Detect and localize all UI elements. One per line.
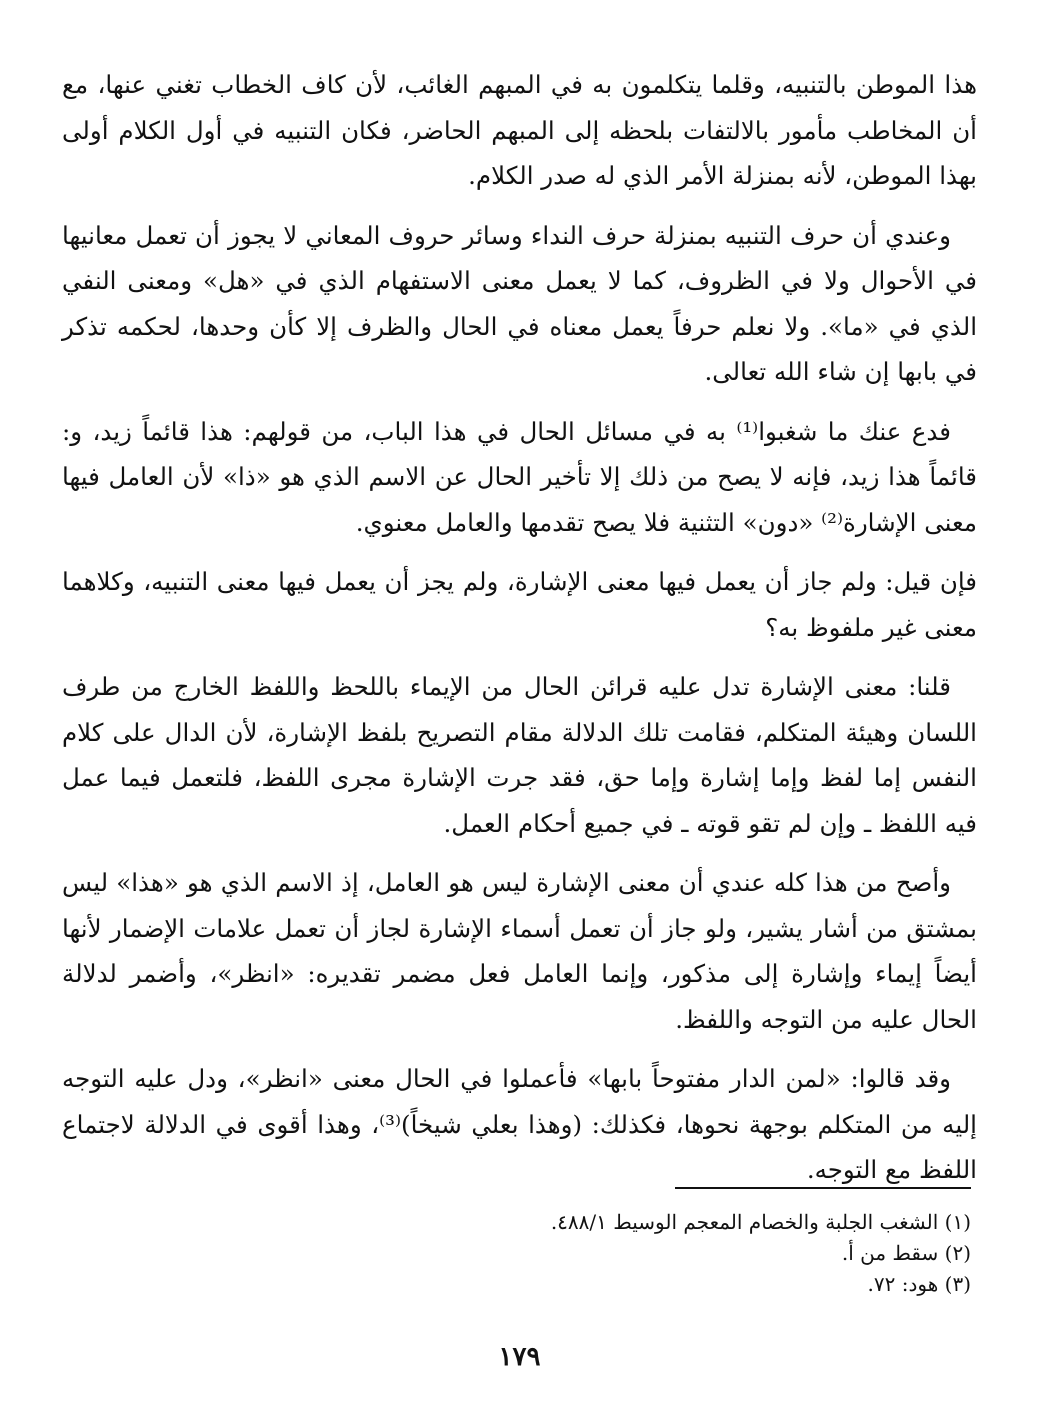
page-number: ١٧٩	[498, 1342, 541, 1372]
paragraph-1: هذا الموطن بالتنبيه، وقلما يتكلمون به في المبهم الغائب، لأن كاف الخطاب تغني عنها، مع أن المخاطب مأمور بالالتفات بلحظه إلى المبهم الحاضر، فكان التنبيه في أول الكلام أولى بهذا الموطن، لأنه بمنزلة الأمر الذي له صدر الكلام.	[62, 70, 977, 190]
paragraph-3: فدع عنك ما شغبوا⁽¹⁾ به في مسائل الحال في هذا الباب، من قولهم: هذا قائماً زيد، و: قائماً هذا زيد، فإنه لا يصح من ذلك إلا تأخير الحال عن الاسم الذي هو «ذا» لأن العامل فيها معنى الإشارة⁽²⁾ «دون» التثنية فلا يصح تقدمها والعامل معنوي.	[62, 416, 977, 537]
footnote-3: (٣) هود: ٧٢.	[867, 1272, 971, 1296]
paragraph-4: فإن قيل: ولم جاز أن يعمل فيها معنى الإشارة، ولم يجز أن يعمل فيها معنى التنبيه، وكلاهما معنى غير ملفوظ به؟	[62, 567, 977, 642]
paragraph-7: وقد قالوا: «لمن الدار مفتوحاً بابها» فأعملوا في الحال معنى «انظر»، ودل عليه التوجه إليه من المتكلم بوجهة نحوها، فكذلك: (وهذا بعلي شيخاً)⁽³⁾، وهذا أقوى في الدلالة لاجتماع اللفظ مع التوجه.	[62, 1064, 977, 1184]
paragraph-5: قلنا: معنى الإشارة تدل عليه قرائن الحال من الإيماء باللحظ واللفظ الخارج من طرف اللسان وهيئة المتكلم، فقامت تلك الدلالة مقام التصريح بلفظ الإشارة، لأن الدال على كلام النفس إما لفظ وإما إشارة وإما حق، فقد جرت الإشارة مجرى اللفظ، فلتعمل فيما عمل فيه اللفظ ـ وإن لم تقو قوته ـ في جميع أحكام العمل.	[62, 672, 977, 838]
footnote-divider	[675, 1187, 971, 1189]
footnote-2: (٢) سقط من أ.	[841, 1241, 971, 1265]
paragraph-2: وعندي أن حرف التنبيه بمنزلة حرف النداء وسائر حروف المعاني لا يجوز أن تعمل معانيها في الأحوال ولا في الظروف، كما لا يعمل معنى الاستفهام الذي في «هل» ومعنى النفي الذي في «ما». ولا نعلم حرفاً يعمل معناه في الحال والظرف إلا كأن وحدها، لحكمه تذكر في بابها إن شاء الله تعالى.	[62, 220, 977, 386]
paragraph-6: وأصح من هذا كله عندي أن معنى الإشارة ليس هو العامل، إذ الاسم الذي هو «هذا» ليس بمشتق من أشار يشير، ولو جاز أن تعمل أسماء الإشارة لجاز أن تعمل علامات الإضمار لأنها أيضاً إيماء وإشارة إلى مذكور، وإنما العامل فعل مضمر تقديره: «انظر»، وأضمر لدلالة الحال عليه من التوجه واللفظ.	[62, 868, 977, 1034]
footnote-1: (١) الشغب الجلبة والخصام المعجم الوسيط ٤٨٨/١.	[550, 1210, 971, 1234]
page-body	[62, 62, 977, 1207]
footnotes	[271, 1207, 971, 1300]
